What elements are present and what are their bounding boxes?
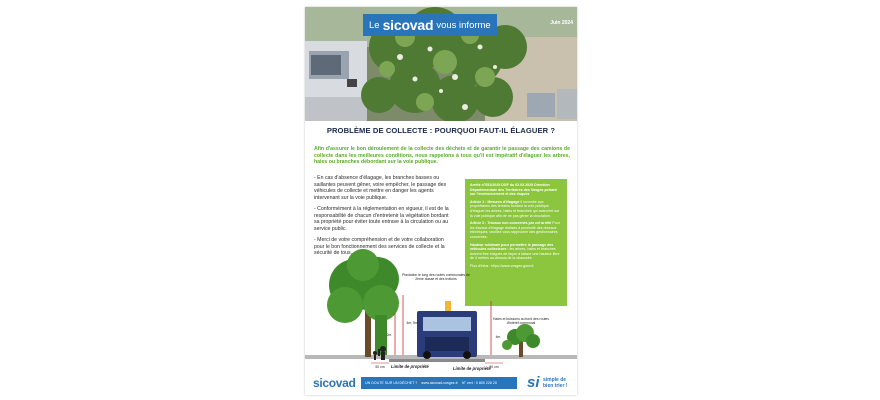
property-limit-left: Limite de propriété: [391, 364, 429, 369]
footer-slogan-line: bien trier !: [543, 382, 568, 389]
height-label-4m-right: 4m: [495, 335, 501, 339]
pruning-diagram-drawing: [305, 242, 577, 373]
height-label-4m: 4m, 5m: [406, 321, 418, 325]
footer-website[interactable]: www.sicovad-vosges.fr: [421, 381, 458, 385]
banner-suffix: vous informe: [436, 19, 491, 31]
pruning-diagram: [305, 242, 577, 383]
regulation-paragraph: [470, 221, 562, 239]
property-limit-right: Limite de propriété: [453, 366, 491, 371]
regulation-body: les arbres, haies et branches doivent être élagués de façon à laisser une hauteur libre de 4 mètres au-dessus de la chaussée.: [470, 247, 560, 261]
footer: [305, 373, 577, 395]
regulation-heading: Article 1 : Mesures d'élagage: [470, 199, 520, 204]
issue-date: Juin 2024: [550, 20, 573, 26]
regulation-body: Il incombe aux propriétaires des terrains bordant la voie publique d'élaguer les arbres, haies et branches qui avancent sur la voie publique afin de ne pas gêner la circulation.: [470, 199, 560, 218]
footer-question: UN DOUTE SUR UN DÉCHET ?: [365, 381, 418, 385]
page-title: PROBLÈME DE COLLECTE : POURQUOI FAUT-IL ÉLAGUER ?: [326, 126, 556, 135]
regulation-link: Plus d'infos : https://www.vosges.gouv.fr: [470, 263, 534, 268]
footer-phone: N° vert : 0 800 228 20: [461, 381, 497, 385]
bullet-item: - Merci de votre compréhension et de votre collaboration pour le bon fonctionnement des services de collecte et la sécurité de tous.: [314, 237, 445, 256]
header-banner: [363, 14, 497, 36]
regulation-heading: Hauteur minimale pour permettre le passage des véhicules collecteurs :: [470, 242, 554, 252]
hero-photo: [305, 7, 577, 121]
distance-label: 50 cm: [375, 365, 385, 369]
caption-left: Plantation le long des routes communales de 2ème classe et des trottoirs: [402, 273, 470, 281]
regulation-heading: Article 2 : Travaux non concernés par cet arrêté: [470, 221, 552, 226]
height-label-2m: 2m: [386, 333, 392, 337]
banner-brand: sicovad: [382, 17, 434, 33]
footer-logo: sicovad: [313, 376, 356, 390]
intro-paragraph: Afin d'assurer le bon déroulement de la collecte des déchets et de garantir le passage des camions de collecte dans les meilleures conditions, nous rappelons à tous qu'il est impératif d'élaguer les arbres, haies ou branches débordant sur la voie publique.: [314, 146, 570, 166]
regulation-paragraph: [470, 200, 562, 218]
regulation-heading: Arrêté n°051/2025 DGF du 02.02.2025 Direction Départementale des Territoires des Vosges portant sur l'environnement et des risques: [470, 183, 557, 197]
footer-slogan-line: simple de: [543, 377, 567, 383]
banner-prefix: Le: [369, 19, 380, 31]
caption-right: Haies et buissons au bord des routes d'intérêt communal: [493, 317, 549, 325]
footer-contact-strip: [361, 377, 517, 389]
footer-si-logo: si: [527, 374, 540, 391]
regulation-body: Pour les travaux d'élagage réalisés à proximité des réseaux électriques, veuillez vous rapprocher des gestionnaires concernés.: [470, 221, 560, 239]
regulation-paragraph: [470, 183, 562, 197]
bullet-item: - Conformément à la réglementation en vigueur, il est de la responsabilité de chacun d'entretenir la végétation bordant sa propriété pour éviter toute entrave à la circulation ou au service public.: [314, 206, 449, 232]
bullet-item: - En cas d'absence d'élagage, les branches basses ou saillantes peuvent gêner, voire empêcher, le passage des véhicules de collecte et mettre en danger les agents intervenant sur la voie publique.: [314, 175, 447, 201]
distance-label: 50 cm: [489, 365, 499, 369]
footer-slogan: [543, 378, 567, 389]
leaflet-page: [305, 7, 577, 395]
